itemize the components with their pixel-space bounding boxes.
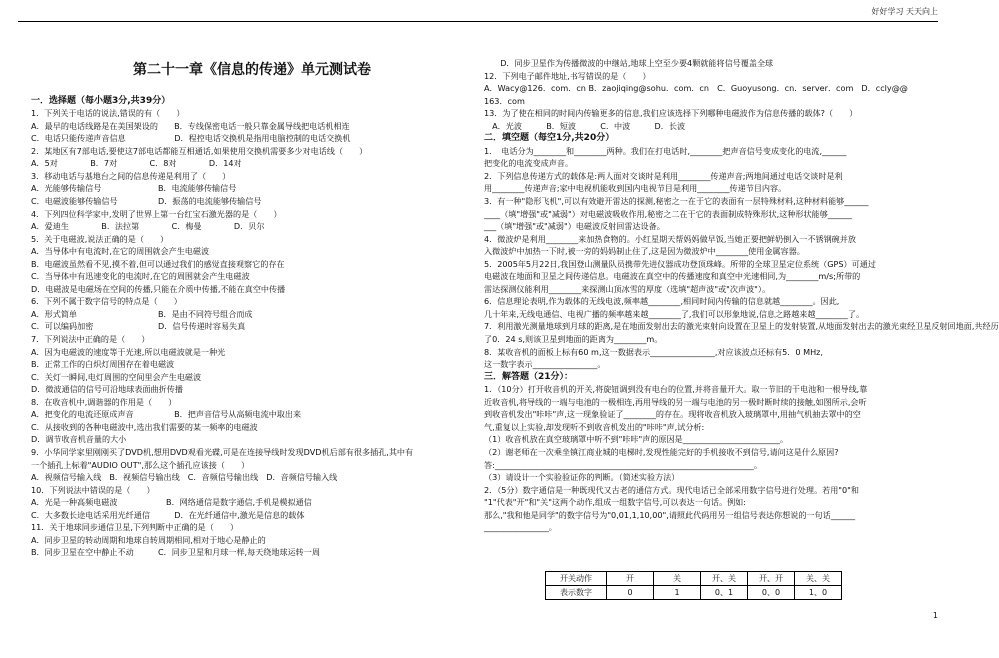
- text-line: ___（填"增强"或"减弱"）电磁波反射回雷达设备。: [484, 221, 665, 232]
- text-line: 13．为了使在相同的时间内传输更多的信息,我们应该选择下列哪种电磁波作为信息传播的载体?（ ）: [484, 108, 858, 119]
- text-line: A．形式简单 B．是由不同符号组合而成: [31, 308, 253, 319]
- text-line: 那么,"我和他是同学"的数字信号为"0,01,1,10,00",请照此代码用另一组信号表达你想说的一句话______: [484, 509, 855, 520]
- exam-title: 第二十一章《信息的传递》单元测试卷: [133, 62, 371, 78]
- text-line: 6．信息理论表明,作为载体的无线电波,频率越________,相同时间内传输的信息就越________。因此,: [484, 296, 840, 307]
- header-rule: [18, 21, 938, 22]
- text-line: ____（填"增强"或"减弱"）对电磁波吸收作用,秘密之二在于它的表面制成特殊形状,这种形状能够______: [484, 208, 853, 219]
- text-line: 3．移动电话与基地台之间的信息传递是利用了（ ）: [31, 170, 231, 181]
- text-line: 1． 电话分为________和________两种。我们在打电话时,________把声音信号变成变化的电流,______: [484, 145, 847, 156]
- table-cell: 0、0: [748, 586, 795, 600]
- text-line: 入微波炉中加热一下时,被一旁的妈妈制止住了,这是因为微波炉中________使用金属容器。: [484, 246, 805, 257]
- text-line: 1．（10分）打开收音机的开关,将旋钮调到没有电台的位置,并将音量开大。取一节旧的干电池和一根导线,靠: [484, 384, 868, 395]
- text-line: 4．微波炉是利用________来加热食物的。小红星期天帮妈妈做早饭,当她正要把鲜奶倒入一不锈钢碗并放: [484, 233, 856, 244]
- text-line: （2）谢老师在一次乘坐镇江商业城的电梯时,发现性能完好的手机接收不到信号,请问这是什么原因?: [484, 446, 839, 457]
- text-line: A．光波 B．短波 C．中波 D．长波: [484, 120, 686, 131]
- text-line: A．把变化的电流还原成声音 B．把声音信号从高频电流中取出来: [31, 409, 302, 420]
- text-line: 7．下列说法中正确的是（ ）: [31, 334, 150, 345]
- text-line: 8．某收音机的面板上标有60 m,这一数据表示________________,对应该波点还标有5．0 MHz,: [484, 346, 824, 357]
- text-line: 这一数字表示________________。: [484, 359, 606, 370]
- signal-code-table: [545, 571, 842, 600]
- text-line: 用________传递声音;家中电视机能收到国内电视节目是利用________传递节目内容。: [484, 183, 787, 194]
- text-line: 12．下列电子邮件地址,书写错误的是（ ）: [484, 70, 651, 81]
- text-line: B．同步卫星在空中静止不动 C．同步卫星和月球一样,每天绕地球运转一周: [31, 547, 320, 558]
- table-row: [546, 586, 842, 600]
- page-number: 1: [932, 611, 938, 620]
- header-motto: 好好学习 天天向上: [871, 7, 938, 16]
- text-line: 2．某地区有7部电话,要使这7部电话都能互相通话,如果使用交换机需要多少对电话线（ ）: [31, 145, 368, 156]
- text-line: C．电磁波能够传输信号 D．振荡的电流能够传输信号: [31, 196, 262, 207]
- text-line: A．5对 B．7对 C．8对 D．14对: [31, 158, 242, 169]
- text-line: 到收音机发出"咔咔"声,这一现象验证了________的存在。现将收音机放入玻璃罩中,用抽气机抽去罩中的空: [484, 409, 861, 420]
- table-cell: 开、关: [701, 572, 748, 586]
- table-cell: 开、开: [748, 572, 795, 586]
- text-line: 电磁波在地面和卫星之间传递信息。电磁波在真空中的传播速度和真空中光速相同,为________m/s;所带的: [484, 271, 861, 282]
- text-line: D．微波通信的信号可沿地球表面曲折传播: [31, 384, 183, 395]
- text-line: ________________。: [484, 522, 557, 533]
- text-line: B．正常工作的白炽灯周围存在着电磁波: [31, 359, 175, 370]
- text-line: D．电磁波是电磁场在空间的传播,只能在介质中传播,不能在真空中传播: [31, 283, 286, 294]
- text-line: 气,重复以上实验,却发现听不到收音机发出的"咔咔"声,试分析:: [484, 421, 705, 432]
- text-line: 11．关于地球同步通信卫星,下列判断中正确的是（ ）: [31, 522, 239, 533]
- text-line: D．调节收音机音量的大小: [31, 434, 127, 445]
- text-line: 2．（5分）数字通信是一种既现代又古老的通信方式。现代电话已全部采用数字信号进行处理。若用"0"和: [484, 484, 859, 495]
- text-line: A．光是一种高频电磁波 B．网络通信是数字通信,手机是模拟通信: [31, 497, 312, 508]
- text-line: 把变化的电流变成声音。: [484, 158, 574, 169]
- right-column: [484, 57, 999, 534]
- text-line: 163．com: [484, 95, 525, 106]
- text-line: 4．下列四位科学家中,发明了世界上第一台红宝石激光器的是（ ）: [31, 208, 282, 219]
- text-line: C．大多数长途电话采用光纤通信 D．在光纤通信中,激光是信息的载体: [31, 509, 305, 520]
- text-line: 8．在收音机中,调谐器的作用是（ ）: [31, 396, 177, 407]
- text-line: C．从接收到的各种电磁波中,选出我们需要的某一频率的电磁波: [31, 421, 258, 432]
- text-line: 一个插孔上标着"AUDIO OUT",那么这个插孔应该接（ ）: [31, 459, 250, 470]
- text-line: 5．关于电磁波,说法正确的是（ ）: [31, 233, 169, 244]
- text-line: [31, 57, 473, 70]
- text-line: 7．利用激光测量地球到月球的距离,是在地面发射出去的激光束射向设置在卫星上的发射装置,从地面发射出去的激光束经卫星反射回地面,共经历: [484, 321, 999, 332]
- text-line: C．可以编码加密 D．信号传递时容易失真: [31, 321, 246, 332]
- text-line: A．Wacy@126．com．cn B．zaojiqing@sohu．com．cn C．Guoyusong．cn．server．com D．ccly@@: [484, 83, 908, 94]
- text-line: 了0．24 s,则该卫星到地面的距离为________m。: [484, 334, 663, 345]
- text-line: [31, 70, 473, 83]
- text-line: B．电磁波虽然看不见,摸不着,但可以通过我们的感觉直接观察它的存在: [31, 258, 285, 269]
- text-line: 3．有一种"隐形飞机",可以有效避开雷达的探测,秘密之一在于它的表面有一层特殊材料,这种材料能够______: [484, 196, 869, 207]
- text-line: 二．填空题（每空1分,共20分）: [484, 133, 615, 144]
- text-line: [31, 82, 473, 95]
- table-cell: 1、0: [795, 586, 842, 600]
- table-cell: 1: [654, 586, 701, 600]
- text-line: C．关灯一瞬间,电灯周围的空间里会产生电磁波: [31, 371, 202, 382]
- text-line: 2．下列信息传递方式的载体是:两人面对交谈时是利用________传递声音;两地间通过电话交谈时是利: [484, 170, 843, 181]
- text-line: A．爱迪生 B．法拉第 C．梅曼 D．贝尔: [31, 221, 265, 232]
- text-line: 雷达探测仪能利用________来探测山顶冰雪的厚度（选填"超声波"或"次声波"）。: [484, 283, 771, 294]
- text-line: 9．小华同学家里刚刚买了DVD机,想用DVD观看光碟,可是在连接导线时发现DVD机后部有很多插孔,其中有: [31, 446, 414, 457]
- table-cell: 开: [607, 572, 654, 586]
- text-line: A．因为电磁波的速度等于光速,所以电磁波就是一种光: [31, 346, 226, 357]
- text-line: 近收音机,将导线的一端与电池的一极相连,再用导线的另一端与电池的另一极时断时续的接触,如图所示,会听: [484, 396, 867, 407]
- table-row: [546, 572, 842, 586]
- text-line: 5．2005年5月22日,我国登山测量队员携带先进仪器成功登顶珠峰。所带的全球卫星定位系统（GPS）可通过: [484, 258, 876, 269]
- text-line: 6．下列不属于数字信号的特点是（ ）: [31, 296, 182, 307]
- text-line: C．电话只能传递声音信息 D．程控电话交换机是指用电脑控制的电话交换机: [31, 133, 351, 144]
- text-line: A．最早的电话线路是在美国架设的 B．专线保密电话一般只靠金属导线把电话机相连: [31, 120, 350, 131]
- table-header-cell: 表示数字: [546, 586, 607, 600]
- text-line: 三．解答题（21分）：: [484, 371, 574, 382]
- table-cell: 0、1: [701, 586, 748, 600]
- text-line: A．同步卫星的转动周期和地球自转周期相同,相对于地心是静止的: [31, 534, 266, 545]
- text-line: A．视频信号输入线 B．视频信号输出线 C．音频信号输出线 D．音频信号输入线: [31, 472, 338, 483]
- text-line: D．同步卫星作为传播微波的中继站,地球上空至少要4颗就能将信号覆盖全球: [484, 58, 774, 68]
- table-cell: 关、关: [795, 572, 842, 586]
- text-line: "1"代表"开"和"关"这两个动作,组成一组数字信号,可以表达一句话。例如:: [484, 497, 746, 508]
- text-line: A．当导体中有电流时,在它的周围就会产生电磁波: [31, 246, 210, 257]
- text-line: 一．选择题（每小题3分,共39分）: [31, 95, 171, 106]
- text-line: 1．下列关于电话的说法,错误的有（ ）: [31, 108, 185, 119]
- table-header-cell: 开关动作: [546, 572, 607, 586]
- text-line: （1）收音机放在真空玻璃罩中听不到"咔咔"声的原因是________________________。: [484, 434, 788, 445]
- text-line: 答:________________________________________________________________。: [484, 459, 762, 470]
- text-line: A．光能够传输信号 B．电流能够传输信号: [31, 183, 237, 194]
- text-line: （3）请设计一个实验验证你的判断。（简述实验方法）: [484, 472, 680, 483]
- text-line: 几十年来,无线电通信、电视广播的频率越来越________了,我们可以形象地说,信息之路越来越________了。: [484, 308, 865, 319]
- table-cell: 0: [607, 586, 654, 600]
- left-column: [31, 57, 473, 559]
- table-cell: 关: [654, 572, 701, 586]
- text-line: 10．下列说法中错误的是（ ）: [31, 484, 155, 495]
- text-line: C．当导体中有迅速变化的电流时,在它的周围就会产生电磁波: [31, 271, 250, 282]
